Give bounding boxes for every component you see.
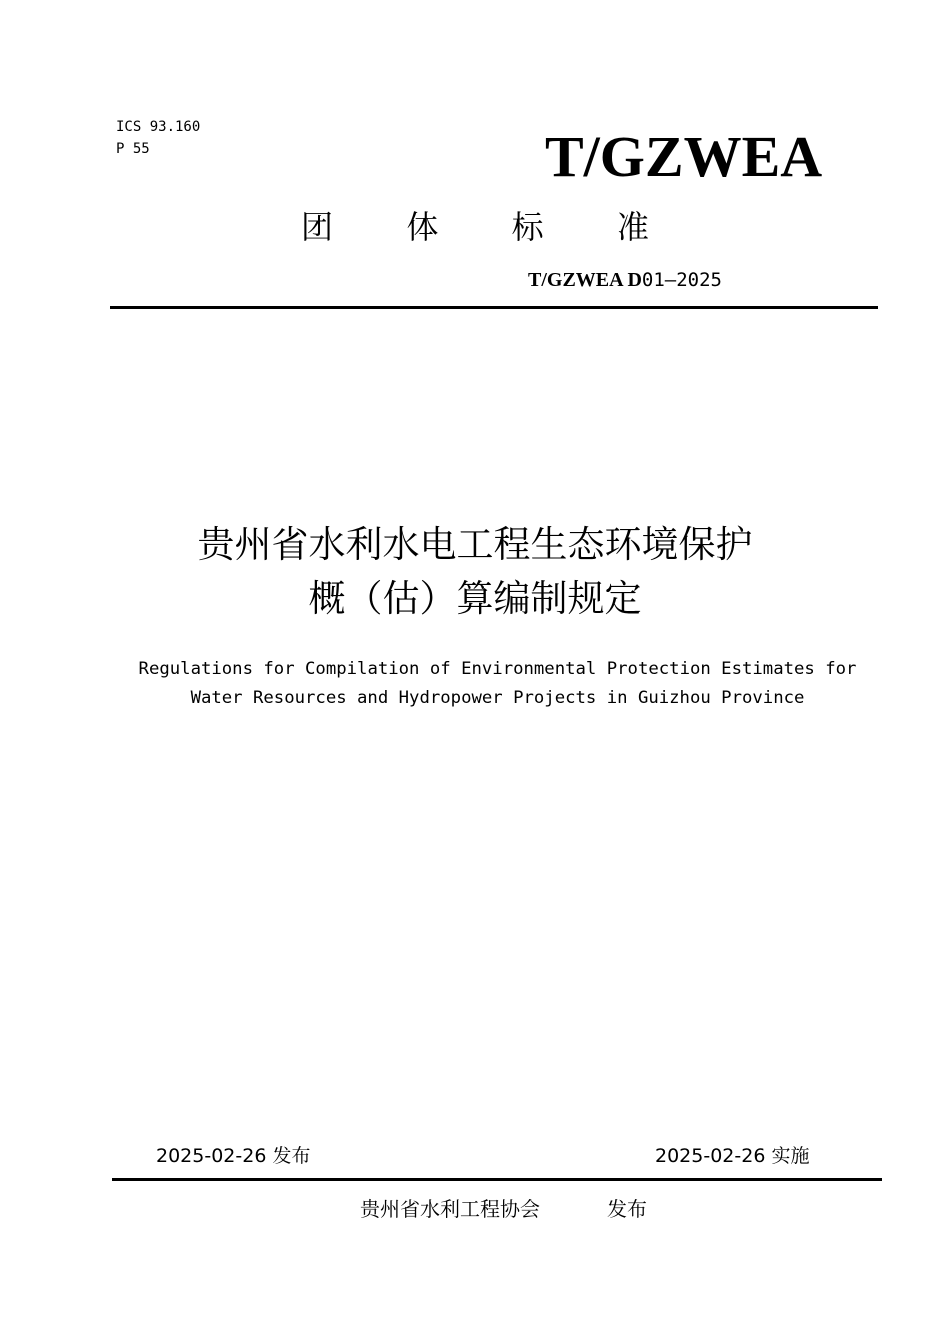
organization-code: T/GZWEA <box>545 124 823 189</box>
chinese-title <box>0 518 950 626</box>
standard-type-char-1: 团 <box>300 208 333 246</box>
standard-number <box>528 266 722 294</box>
standard-number-suffix: 01—2025 <box>641 269 722 291</box>
publish-label: 发布 <box>607 1197 647 1221</box>
chinese-title-line-1: 贵州省水利水电工程生态环境保护 <box>197 523 753 566</box>
ccs-code: P 55 <box>116 141 150 157</box>
standard-type-char-3: 标 <box>511 208 544 246</box>
standard-type-char-2: 体 <box>406 208 439 246</box>
ics-code: ICS 93.160 <box>116 119 201 135</box>
publisher: 贵州省水利工程协会 <box>360 1197 540 1221</box>
top-divider <box>110 306 878 309</box>
chinese-title-line-2: 概（估）算编制规定 <box>308 577 642 620</box>
release-date: 2025-02-26 发布 <box>156 1145 311 1167</box>
bottom-divider <box>112 1178 882 1181</box>
english-title-line-2: Water Resources and Hydropower Projects in Guizhou Province <box>190 688 805 708</box>
standard-type <box>295 206 655 248</box>
english-title <box>0 655 950 713</box>
english-title-line-1: Regulations for Compilation of Environmental Protection Estimates for <box>138 659 857 679</box>
implementation-date: 2025-02-26 实施 <box>655 1145 810 1167</box>
standard-number-prefix: T/GZWEA D <box>528 269 642 291</box>
standard-type-char-4: 准 <box>616 208 649 246</box>
